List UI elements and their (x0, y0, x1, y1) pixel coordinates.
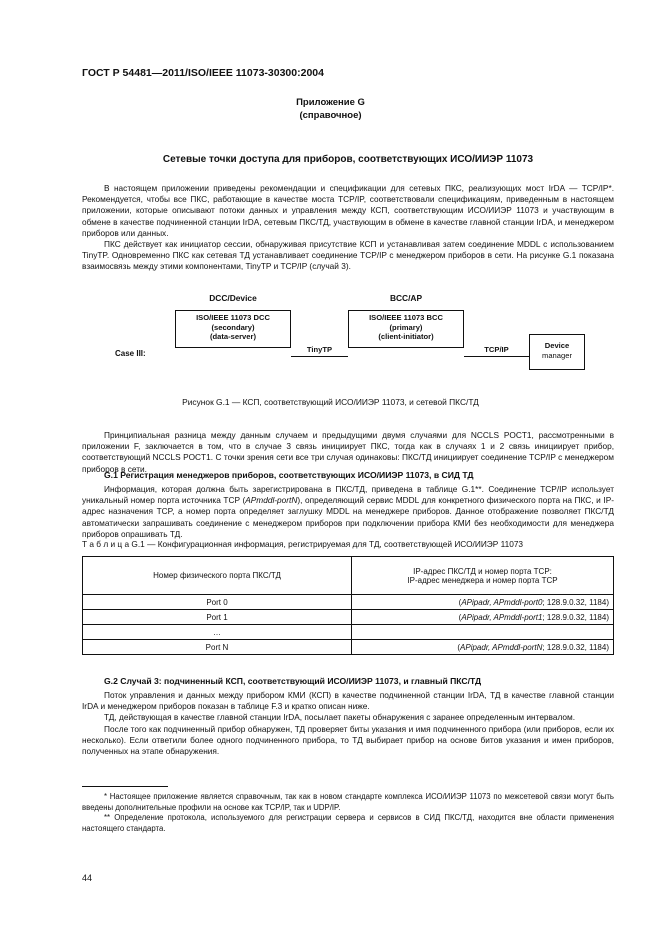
intro-paragraph-2: ПКС действует как инициатор сессии, обнаруживая присутствие КСП и устанавливая затем соединение MDDL с использованием TinyTP. Одновременно ПКС как сетевая ТД устанавливает соединение TCP/IP с менеджером приборов в сети. На рисунке G.1 показана взаимосвязь между этими компонентами, TinyTP и TCP/IP (случай 3). (82, 239, 614, 272)
table-caption: Т а б л и ц а G.1 — Конфигурационная информация, регистрируемая для ТД, соответствующей ИСО/ИИЭР 11073 (82, 539, 524, 549)
table-cell-address: (APipadr, APmddl-portN; 128.9.0.32, 1184) (352, 640, 614, 655)
tcpip-link (464, 356, 529, 357)
tinytp-label: TinyTP (306, 345, 333, 354)
device-manager-box (529, 334, 585, 370)
table-header-address-line-1: IP-адрес ПКС/ТД и номер порта TCP: (413, 566, 552, 576)
document-header: ГОСТ Р 54481—2011/ISO/IEEE 11073-30300:2004 (82, 67, 324, 79)
footnote-separator (82, 786, 168, 787)
section-g1-heading: G.1 Регистрация менеджеров приборов, соответствующих ИСО/ИИЭР 11073, в СИД ТД (104, 470, 474, 480)
config-table (82, 556, 614, 655)
intro-text (82, 183, 614, 273)
table-cell-address-empty (352, 625, 614, 640)
section-g2-paragraph-1: Поток управления и данных между прибором КМИ (КСП) в качестве подчиненной станции IrDA, ТД в качестве главной станции IrDA и менеджером приборов показан в таблице F.3 и кратко описан ниже. (82, 690, 614, 712)
table-cell-address: (APipadr, APmddl-port0; 128.9.0.32, 1184) (352, 595, 614, 610)
table-row (83, 640, 614, 655)
g1-text-part-2: ), определяющий сервис MDDL для конкретного физического порта на ПКС, и IP-адрес назначения TCP, а номер порта определяет заглушку MDDL на менеджере приборов. Данное отображение позволяет ПКС/ТД автоматически запрашивать соединение с менеджером приборов при подключении прибора КМИ без необходимости для менеджера приборов опрашивать ТД. (82, 495, 614, 539)
dcc-box (175, 310, 291, 348)
section-g2-heading: G.2 Случай 3: подчиненный КСП, соответствующий ИСО/ИИЭР 11073, и главный ПКС/ТД (104, 676, 482, 686)
table-cell-address-italic: APipadr, APmddl-port1 (461, 612, 543, 622)
table-header-row (83, 557, 614, 595)
body-text (82, 430, 614, 475)
figure-caption: Рисунок G.1 — КСП, соответствующий ИСО/ИИЭР 11073, и сетевой ПКС/ТД (182, 397, 479, 407)
table-row (83, 595, 614, 610)
footnotes (82, 792, 614, 834)
section-title: Сетевые точки доступа для приборов, соответствующих ИСО/ИИЭР 11073 (162, 154, 534, 165)
bcc-box-line-2: (primary) (389, 322, 423, 332)
dcc-box-line-1: ISO/IEEE 11073 DCC (196, 313, 270, 322)
bcc-ap-label: BCC/AP (389, 293, 423, 303)
footnote-2: ** Определение протокола, используемого для регистрации сервера и сервисов в СИД ПКС/ТД, находится вне области применения настоящего стандарта. (82, 813, 614, 833)
table-cell-address-rest: ; 128.9.0.32, 1184) (542, 612, 609, 622)
section-g1-text (82, 484, 614, 540)
tcpip-label: TCP/IP (484, 345, 509, 354)
table-cell-address: (APipadr, APmddl-port1; 128.9.0.32, 1184) (352, 610, 614, 625)
table-cell-port: … (83, 625, 352, 640)
tinytp-link (291, 356, 348, 357)
g1-text-part-1: Информация, которая должна быть зарегистрирована в ПКС/ТД, приведена в таблице G.1**. Соединение TCP/IP использует уникальный номер порта источника TCP ( (82, 484, 614, 506)
table-header-address (352, 557, 614, 595)
section-g1-paragraph (82, 484, 614, 540)
dcc-box-line-2: (secondary) (211, 322, 255, 332)
figure-g1 (0, 293, 661, 383)
table-cell-address-italic: APipadr, APmddl-portN (460, 642, 543, 652)
bcc-box-line-1: ISO/IEEE 11073 BCC (369, 313, 443, 322)
g1-text-italic: APmddl-portN (245, 495, 298, 506)
bcc-box (348, 310, 464, 348)
annex-subtitle: (справочное) (299, 110, 362, 121)
section-g2-text (82, 690, 614, 757)
table-cell-address-rest: ; 128.9.0.32, 1184) (542, 642, 609, 652)
table-row (83, 625, 614, 640)
table-cell-port: Port 0 (83, 595, 352, 610)
intro-paragraph-1: В настоящем приложении приведены рекомендации и спецификации для сетевых ПКС, реализующих мост IrDA — TCP/IP*. Рекомендуется, чтобы все ПКС, работающие в качестве моста TCP/IP, соответствовали спецификациям, приведенным в настоящем приложении, которые описывают потоки данных и управления между КСП, соответствующим ИСО/ИИЭР 11073 и участвующим в обмене в качестве подчиненной станции IrDA, сетевым ПКС/ТД, участвующим в обмене в качестве главной станции IrDA, и менеджером приборов или данных. (82, 183, 614, 238)
table-header-port: Номер физического порта ПКС/ТД (83, 557, 352, 595)
table-header-address-line-2: IP-адрес менеджера и номер порта TCP (407, 575, 558, 585)
body-paragraph-1: Принципиальная разница между данным случаем и предыдущими двумя случаями для NCCLS POCT1, рассмотренными в приложении F, заключается в том, что в случае 3 связь инициирует ПКС, тогда как в случаях 1 и 2 связь инициирует прибор, соответствующий NCCLS POCT1. С точки зрения сети все три случая одинаковы: ПКС/ТД инициирует соединение TCP/IP с менеджером приборов в сети. (82, 430, 614, 474)
section-g2-paragraph-3: После того как подчиненный прибор обнаружен, ТД проверяет биты указания и имя подчиненного прибора (или приборов, если их несколько). Если ответили более одного подчиненного прибора, то ТД выбирает прибор на основе битов указания и имен приборов, полученных на этапе обнаружения. (82, 723, 614, 757)
device-manager-line-2: manager (542, 350, 572, 360)
bcc-box-line-3: (client-initiator) (378, 332, 434, 341)
table-cell-port: Port 1 (83, 610, 352, 625)
footnote-1: * Настоящее приложение является справочным, так как в новом стандарте комплекса ИСО/ИИЭР 11073 по межсетевой связи могут быть введены дополнительные профили на основе как TCP/IP, так и UDP/IP. (82, 792, 614, 812)
dcc-device-label: DCC/Device (209, 293, 257, 303)
table-cell-address-italic: APipadr, APmddl-port0 (461, 597, 543, 607)
annex-title: Приложение G (296, 97, 365, 108)
page-number: 44 (82, 873, 93, 883)
table-cell-port: Port N (83, 640, 352, 655)
dcc-box-line-3: (data-server) (209, 332, 256, 341)
section-g2-paragraph-2: ТД, действующая в качестве главной станции IrDA, посылает пакеты обнаружения с заранее определенным интервалом. (104, 712, 576, 723)
case-label: Case III: (115, 349, 146, 358)
table-row (83, 610, 614, 625)
device-manager-line-1: Device (544, 341, 570, 350)
table-cell-address-rest: ; 128.9.0.32, 1184) (542, 597, 609, 607)
